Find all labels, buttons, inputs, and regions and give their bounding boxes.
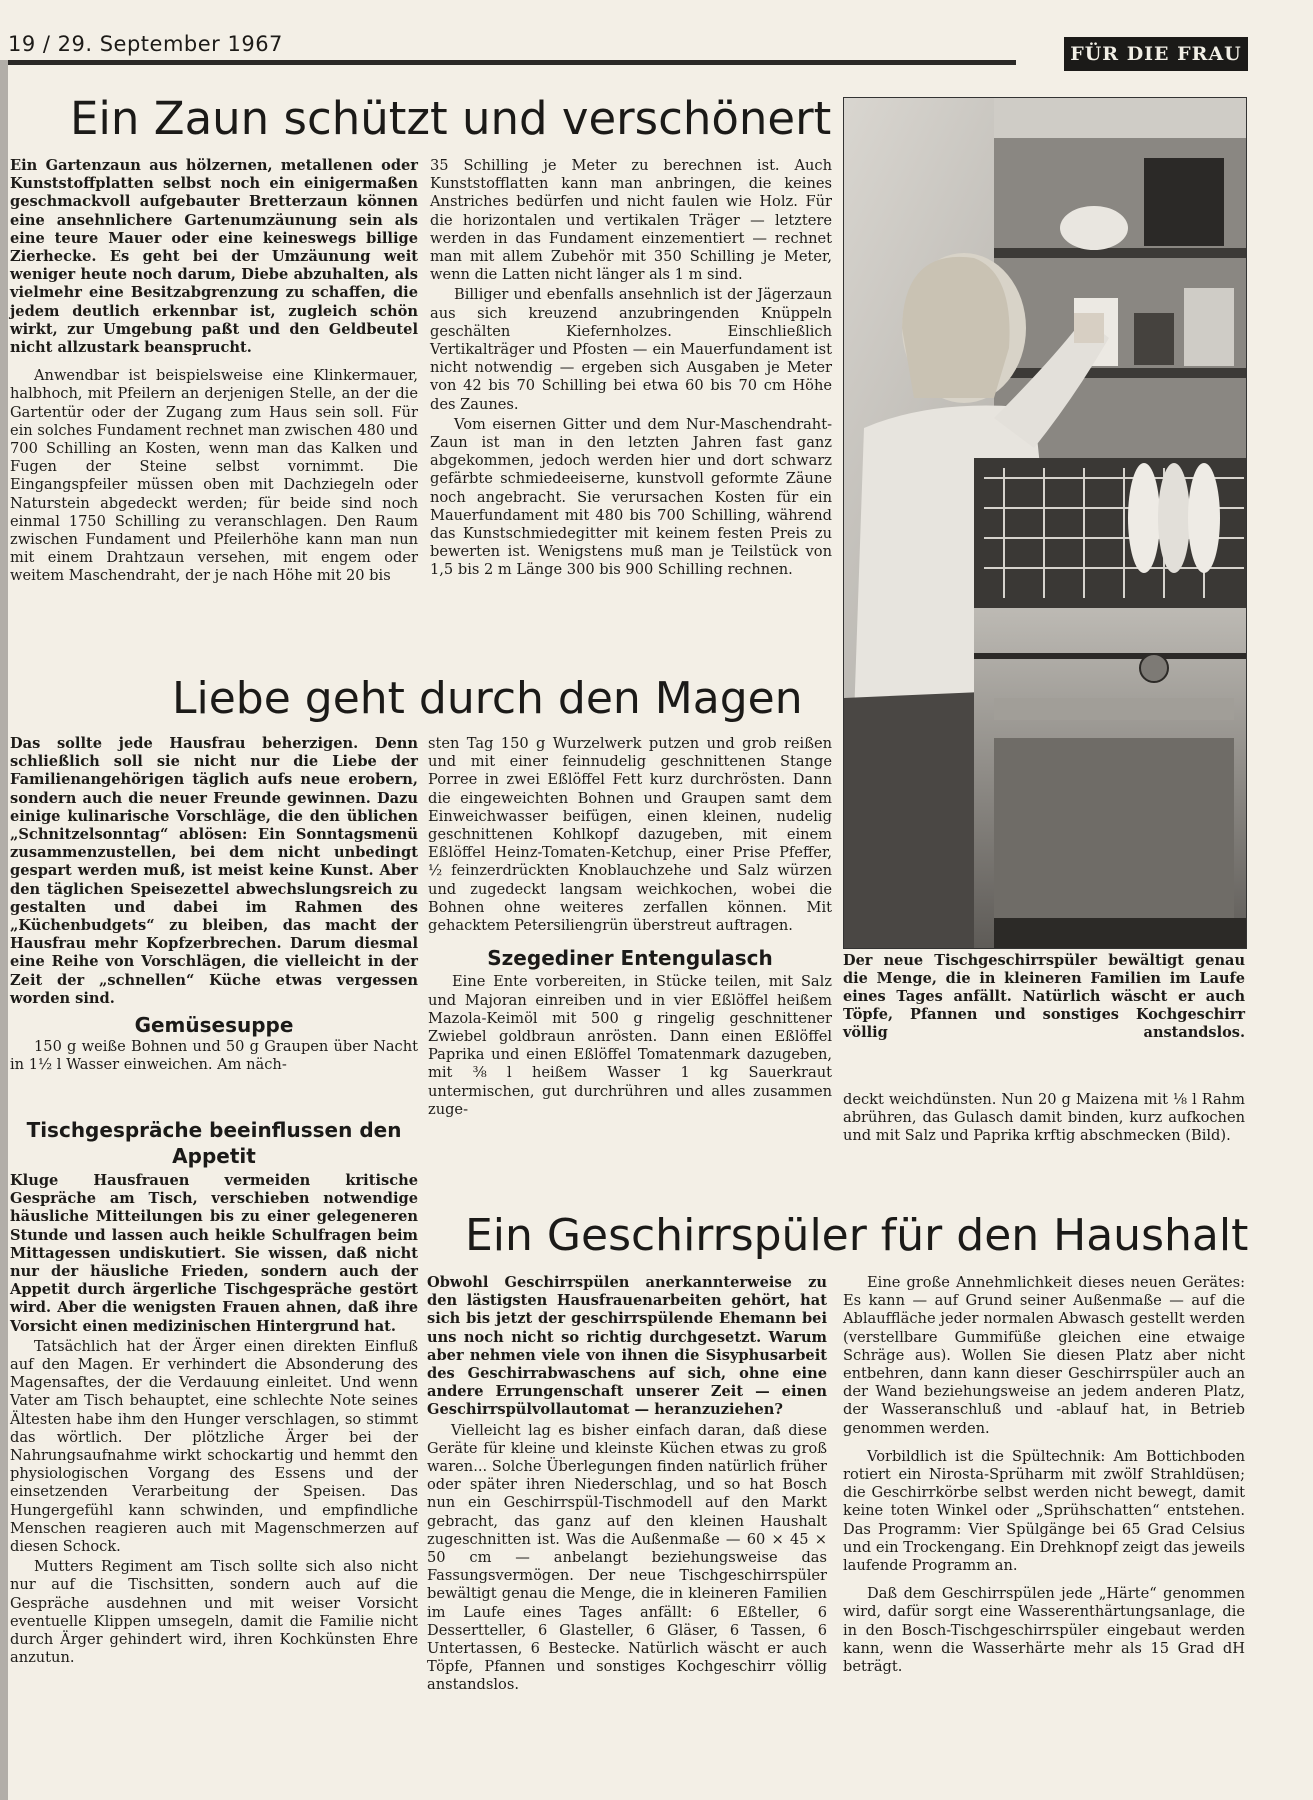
table-talk-paragraph: Tatsächlich hat der Ärger einen direkten Einfluß auf den Magen. Er verhindert die Absonderung des Magensaftes, der die Verdauung einleitet. Und wenn Vater am Tisch behauptet, eine schlechte Note seines Ältesten habe ihm den Hunger verschlagen, so stimmt das wörtlich. Der plötzliche Ärger bei der Nahrungsaufnahme wirkt schockartig und hemmt den physiologischen Vorgang des Essens und der einsetzenden Verarbeitung der Speisen. Das Hungergefühl kann schwinden, und empfindliche Menschen reagieren auch mit Magenschmerzen auf diesen Schock. bbox=[10, 1337, 418, 1556]
dishwasher-photo bbox=[843, 97, 1247, 949]
table-talk-paragraph: Mutters Regiment am Tisch sollte sich also nicht nur auf die Tischsitten, sondern auch auf die Gespräche ausdehnen und mit weiser Vorsicht eventuelle Klippen umsegeln, damit die Familie nicht durch Ärger gehindert wird, ihren Kochkünsten Ehre anzutun. bbox=[10, 1558, 418, 1667]
dishwasher-paragraph: Daß dem Geschirrspülen jede „Härte“ genommen wird, dafür sorgt eine Wasserenthärtungsanlage, die in den Bosch-Tischgeschirrspüler eingebaut werden kann, wenn die Wasserhärte mehr als 15 Grad dH beträgt. bbox=[843, 1585, 1245, 1676]
photo-caption: Der neue Tischgeschirrspüler bewältigt genau die Menge, die in kleineren Familien im Laufe eines Tages anfällt. Natürlich wäscht er auch Töpfe, Pfannen und sonstiges Kochgeschirr völlig anstandslos. bbox=[843, 952, 1245, 1041]
section-tag: FÜR DIE FRAU bbox=[1064, 37, 1248, 71]
dishwasher-column-2 bbox=[843, 1274, 1245, 1676]
header-rule bbox=[8, 60, 1016, 65]
goulash-continued-column bbox=[843, 1091, 1245, 1146]
headline-table-talk: Tischgespräche beeinflussen den Appetit bbox=[26, 1118, 402, 1168]
goulash-text-continued: deckt weichdünsten. Nun 20 g Maizena mit ⅛ l Rahm abrühren, das Gulasch damit binden, kurz aufkochen und mit Salz und Paprika krftig abschmecken (Bild). bbox=[843, 1091, 1245, 1145]
goulash-text: Eine Ente vorbereiten, in Stücke teilen, mit Salz und Majoran einreiben und in vier Eßlöffel heißem Mazola-Keimöl mit 500 g ringelig geschnittener Zwiebel goldbraun anrösten. Dann einen Eßlöffel Paprika und einen Eßlöffel Tomatenmark dazugeben, mit ⅜ l heißem Wasser 1 kg Sauerkraut untermischen, gut durchrühren und alles zusammen zuge- bbox=[428, 973, 832, 1118]
stomach-column-1 bbox=[10, 735, 418, 1075]
soup-text: 150 g weiße Bohnen und 50 g Graupen über Nacht in 1½ l Wasser einweichen. Am näch- bbox=[10, 1038, 418, 1074]
page-number-date: 19 / 29. September 1967 bbox=[8, 32, 283, 56]
dishwasher-paragraph: Vielleicht lag es bisher einfach daran, daß diese Geräte für kleine und kleinste Küchen etwas zu groß waren... Solche Überlegungen finden natürlich früher oder später ihren Niederschlag, und so hat Bosch nun ein Geschirrspül-Tischmodell auf den Markt gebracht, das ganz auf den kleinen Haushalt zugeschnitten ist. Was die Außenmaße — 60 × 45 × 50 cm — anbelangt beziehungsweise das Fassungsvermögen. Der neue Tischgeschirrspüler bewältigt genau die Menge, die in kleineren Familien im Laufe eines Tages anfällt: 6 Eßteller, 6 Dessertteller, 6 Glasteller, 6 Gläser, 6 Tassen, 6 Untertassen, 6 Bestecke. Natürlich wäscht er auch Töpfe, Pfannen und sonstiges Kochgeschirr völlig anstandslos. bbox=[427, 1421, 827, 1694]
fence-paragraph: Billiger und ebenfalls ansehnlich ist der Jägerzaun aus sich kreuzend anzubringenden Knüppeln geschälten Kiefernholzes. Einschließlich Vertikalträger und Pfosten — ein Mauerfundament ist nicht notwendig — ergeben sich Ausgaben je Meter von 42 bis 70 Schilling bei etwa 60 bis 70 cm Höhe des Zaunes. bbox=[430, 286, 832, 413]
dishwasher-column-1 bbox=[427, 1274, 827, 1695]
soup-text-continued: sten Tag 150 g Wurzelwerk putzen und grob reißen und mit einer feinnudelig geschnittenen Stange Porree in zwei Eßlöffel Fett kurz durchrösten. Dann die eingeweichten Bohnen und Graupen samt dem Einweichwasser beifügen, einen kleinen, nudelig geschnittenen Kohlkopf dazugeben, mit einem Eßlöffel Heinz-Tomaten-Ketchup, einer Prise Pfeffer, ½ feinzerdrückten Knoblauchzehe und Salz würzen und zugedeckt langsam weichkochen, wobei die Bohnen ohne weiteres zerfallen können. Mit gehacktem Petersiliengrün überstreut auftragen. bbox=[428, 735, 832, 935]
table-talk-lead: Kluge Hausfrauen vermeiden kritische Gespräche am Tisch, verschieben notwendige häusliche Mitteilungen bis zu einer gelegeneren Stunde und lassen auch heikle Schulfragen beim Mittagessen undiskutiert. Sie wissen, daß nicht nur der häusliche Frieden, sondern auch der Appetit durch ärgerliche Tischgespräche gestört wird. Aber die wenigsten Frauen ahnen, daß ihre Vorsicht einen medizinischen Hintergrund hat. bbox=[10, 1172, 418, 1335]
headline-stomach: Liebe geht durch den Magen bbox=[172, 673, 803, 724]
headline-dishwasher: Ein Geschirrspüler für den Haushalt bbox=[465, 1210, 1249, 1261]
headline-fence: Ein Zaun schützt und verschönert bbox=[70, 92, 832, 145]
fence-column-2 bbox=[430, 157, 832, 580]
table-talk-column bbox=[10, 1172, 418, 1667]
dishwasher-paragraph: Vorbildlich ist die Spültechnik: Am Bottichboden rotiert ein Nirosta-Sprüharm mit zwölf Strahldüsen; die Geschirrkörbe selbst werden nicht bewegt, damit keine toten Winkel oder „Sprühschatten“ entstehen. Das Programm: Vier Spülgänge bei 65 Grad Celsius und ein Trockengang. Ein Drehknopf zeigt das jeweils laufende Programm an. bbox=[843, 1447, 1245, 1575]
subheading-soup: Gemüsesuppe bbox=[134, 1013, 294, 1038]
page-edge-shadow bbox=[0, 60, 8, 1800]
subheading-goulash: Szegediner Entengulasch bbox=[487, 946, 773, 971]
fence-paragraph: 35 Schilling je Meter zu berechnen ist. Auch Kunststofflatten kann man anbringen, die keines Anstriches bedürfen und nicht faulen wie Holz. Für die horizontalen und vertikalen Träger — letztere werden in das Fundament einzementiert — rechnet man mit allem Zubehör mit 350 Schilling je Meter, wenn die Latten nicht länger als 1 m sind. bbox=[430, 157, 832, 284]
dishwasher-paragraph: Eine große Annehmlichkeit dieses neuen Gerätes: Es kann — auf Grund seiner Außenmaße — auf die Ablauffläche jeder normalen Abwasch gestellt werden (verstellbare Gummifüße gleichen eine etwaige Schräge aus). Wollen Sie diesen Platz aber nicht entbehren, dann kann dieser Geschirrspüler auch an der Wand beziehungsweise an jedem anderen Platz, der Wasseranschluß und -ablauf hat, in Betrieb genommen werden. bbox=[843, 1274, 1245, 1437]
stomach-column-2 bbox=[428, 735, 832, 1119]
fence-paragraph: Vom eisernen Gitter und dem Nur-Maschendraht-Zaun ist man in den letzten Jahren fast ganz abgekommen, jedoch werden hier und dort schwarz gefärbte schmiedeeiserne, kunstvoll geformte Zäune noch angebracht. Sie verursachen Kosten für ein Mauerfundament mit 480 bis 700 Schilling, während das Kunstschmiedegitter mit keinem festen Preis zu bewerten ist. Wenigstens muß man je Teilstück von 1,5 bis 2 m Länge 300 bis 900 Schilling rechnen. bbox=[430, 415, 832, 579]
stomach-intro: Das sollte jede Hausfrau beherzigen. Denn schließlich soll sie nicht nur die Liebe der Familienangehörigen täglich aufs neue erobern, sondern auch die neuer Freunde gewinnen. Dazu einige kulinarische Vorschläge, die den üblichen „Schnitzelsonntag“ ablösen: Ein Sonntagsmenü zusammenzustellen, bei dem nicht unbedingt gespart werden muß, ist meist keine Kunst. Aber den täglichen Speisezettel abwechslungsreich zu gestalten und dabei im Rahmen des „Küchenbudgets“ zu bleiben, das macht der Hausfrau mehr Kopfzerbrechen. Darum diesmal eine Reihe von Vorschlägen, die vielleicht in der Zeit der „schnellen“ Küche etwas vergessen worden sind. bbox=[10, 735, 418, 1007]
fence-paragraph: Anwendbar ist beispielsweise eine Klinkermauer, halbhoch, mit Pfeilern an derjenigen Stelle, an der die Gartentür oder der Zugang zum Haus sein soll. Für ein solches Fundament rechnet man zwischen 480 und 700 Schilling an Kosten, wenn man das Kalken und Fugen der Steine selbst vornimmt. Die Eingangspfeiler müssen oben mit Dachziegeln oder Naturstein abgedeckt werden; für beide sind noch einmal 1750 Schilling zu veranschlagen. Den Raum zwischen Fundament und Pfeilerhöhe kann man nun mit einem Drahtzaun versehen, mit engem oder weitem Maschendraht, der je nach Höhe mit 20 bis bbox=[10, 367, 418, 585]
fence-lead: Ein Gartenzaun aus hölzernen, metallenen oder Kunststoffplatten selbst noch ein einigermaßen geschmackvoll aufgebauter Bretterzaun können eine ansehnlichere Gartenumzäunung sein als eine teure Mauer oder eine keineswegs billige Zierhecke. Es geht bei der Umzäunung weit weniger heute noch darum, Diebe abzuhalten, als vielmehr eine Besitzabgrenzung zu schaffen, die jedem deutlich erkennbar ist, zugleich schön wirkt, zur Umgebung paßt und den Geldbeutel nicht allzustark beansprucht. bbox=[10, 157, 418, 357]
fence-column-1 bbox=[10, 157, 418, 586]
dishwasher-lead: Obwohl Geschirrspülen anerkannterweise zu den lästigsten Hausfrauenarbeiten gehört, hat sich bis jetzt der geschirrspülende Ehemann bei uns noch nicht so richtig durchgesetzt. Warum aber nehmen viele von ihnen die Sisyphusarbeit des Geschirrabwaschens auf sich, ohne eine andere Errungenschaft unserer Zeit — einen Geschirrspülvollautomat — heranzuziehen? bbox=[427, 1274, 827, 1419]
